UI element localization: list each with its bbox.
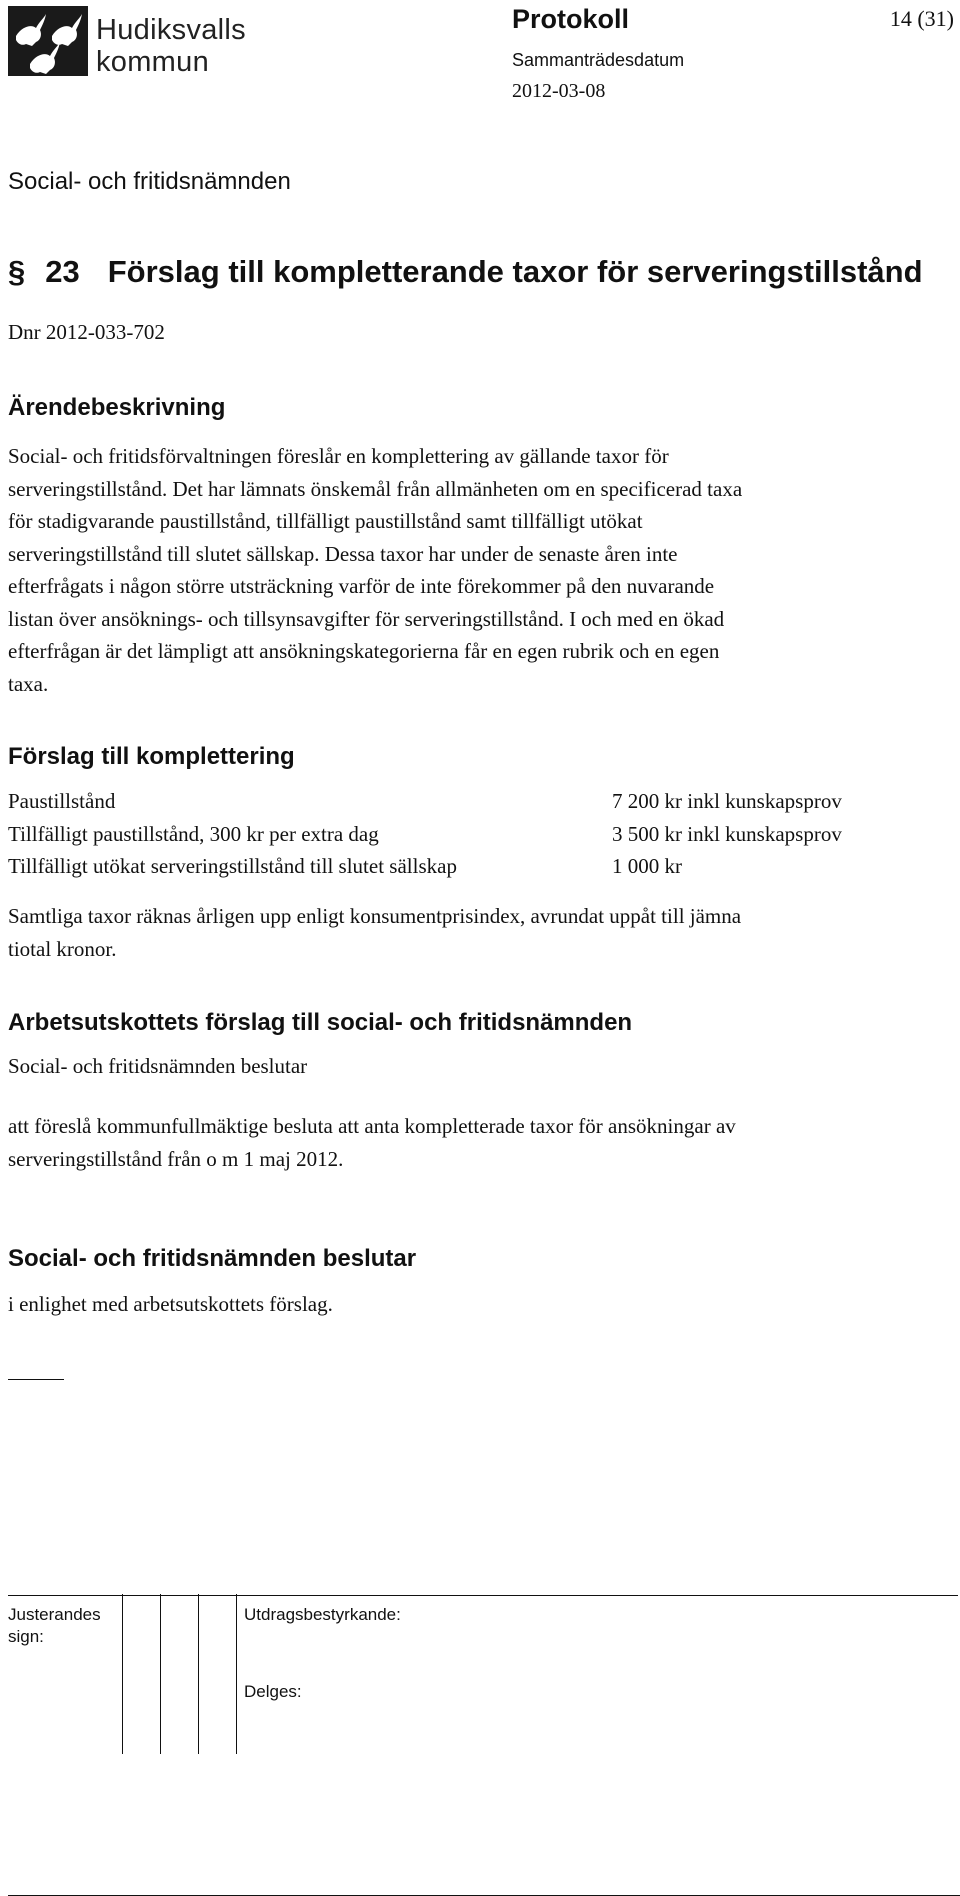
meeting-date-label: Sammanträdesdatum (512, 50, 685, 70)
fee-row (8, 818, 958, 851)
committee-name: Social- och fritidsnämnden (8, 168, 291, 195)
meeting-date: 2012-03-08 (512, 80, 606, 102)
text-line: taxa. (8, 671, 49, 696)
text-line: serveringstillstånd. Det har lämnats önskemål från allmänheten om en specificerad taxa (8, 476, 743, 501)
footer-divider (198, 1594, 199, 1754)
section-number: 23 (45, 254, 80, 289)
document-type: Protokoll (512, 4, 630, 34)
fee-amount: 1 000 kr (612, 854, 682, 878)
municipality-logo (8, 6, 248, 76)
text-line: för stadigvarande paustillstånd, tillfälligt paustillstånd samt tillfälligt utökat (8, 509, 643, 533)
end-divider (8, 1379, 64, 1380)
footer-label-line: Justerandes (8, 1605, 101, 1624)
text-line: serveringstillstånd från o m 1 maj 2012. (8, 1146, 344, 1171)
delges-label: Delges: (244, 1682, 302, 1701)
heading-forslag: Förslag till komplettering (8, 743, 295, 770)
footer-divider (236, 1594, 237, 1754)
fee-label: Paustillstånd (8, 789, 116, 813)
text-line: tiotal kronor. (8, 936, 117, 961)
text-line: listan över ansöknings- och tillsynsavgifter för serveringstillstånd. I och med en ökad (8, 606, 725, 631)
heading-beslut: Social- och fritidsnämnden beslutar (8, 1245, 417, 1272)
text-line: efterfrågats i någon större utsträckning varför de inte förekommer på den nuvarande (8, 574, 715, 598)
beslut-text: i enlighet med arbetsutskottets förslag. (8, 1292, 333, 1316)
fee-amount: 7 200 kr inkl kunskapsprov (612, 789, 842, 813)
page-number: 14 (31) (889, 6, 954, 31)
fee-row (8, 850, 958, 883)
case-number: Dnr 2012-033-702 (8, 320, 165, 344)
text-line: Samtliga taxor räknas årligen upp enligt konsumentprisindex, avrundat uppåt till jämna (8, 904, 742, 928)
footer-rule (8, 1595, 958, 1596)
fee-row (8, 785, 958, 818)
logo-text-hudiksvalls: Hudiksvalls (96, 14, 246, 46)
fee-label: Tillfälligt utökat serveringstillstånd till slutet sällskap (8, 854, 457, 878)
goat-emblem-icon (8, 6, 88, 76)
fee-label: Tillfälligt paustillstånd, 300 kr per extra dag (8, 821, 379, 846)
text-line: Social- och fritidsförvaltningen föreslår en komplettering av gällande taxor för (8, 444, 669, 468)
justerandes-sign-label (8, 1604, 101, 1648)
arbetsutskott-proposal (8, 1110, 958, 1175)
paragraph-sign: § (8, 254, 26, 289)
index-adjustment-text (8, 900, 958, 965)
footer-divider (160, 1594, 161, 1754)
text-line: efterfrågan är det lämpligt att ansökningskategorierna får en egen rubrik och en egen (8, 639, 720, 663)
section-title (8, 254, 923, 290)
arbetsutskott-decides: Social- och fritidsnämnden beslutar (8, 1054, 308, 1078)
fee-amount: 3 500 kr inkl kunskapsprov (612, 821, 842, 846)
footer-label-line: sign: (8, 1627, 44, 1646)
fee-list (8, 785, 958, 883)
heading-arendebeskrivning: Ärendebeskrivning (8, 394, 226, 421)
logo-text-kommun: kommun (96, 46, 209, 78)
section-title-text: Förslag till kompletterande taxor för serveringstillstånd (107, 254, 923, 289)
arendebeskrivning-text (8, 440, 958, 700)
utdragsbestyrkande-label: Utdragsbestyrkande: (244, 1605, 401, 1624)
text-line: att föreslå kommunfullmäktige besluta att anta kompletterade taxor för ansökningar av (8, 1114, 736, 1138)
text-line: serveringstillstånd till slutet sällskap. Dessa taxor har under de senaste åren inte (8, 541, 678, 566)
heading-arbetsutskott: Arbetsutskottets förslag till social- och fritidsnämnden (8, 1009, 633, 1036)
footer-divider (122, 1594, 123, 1754)
